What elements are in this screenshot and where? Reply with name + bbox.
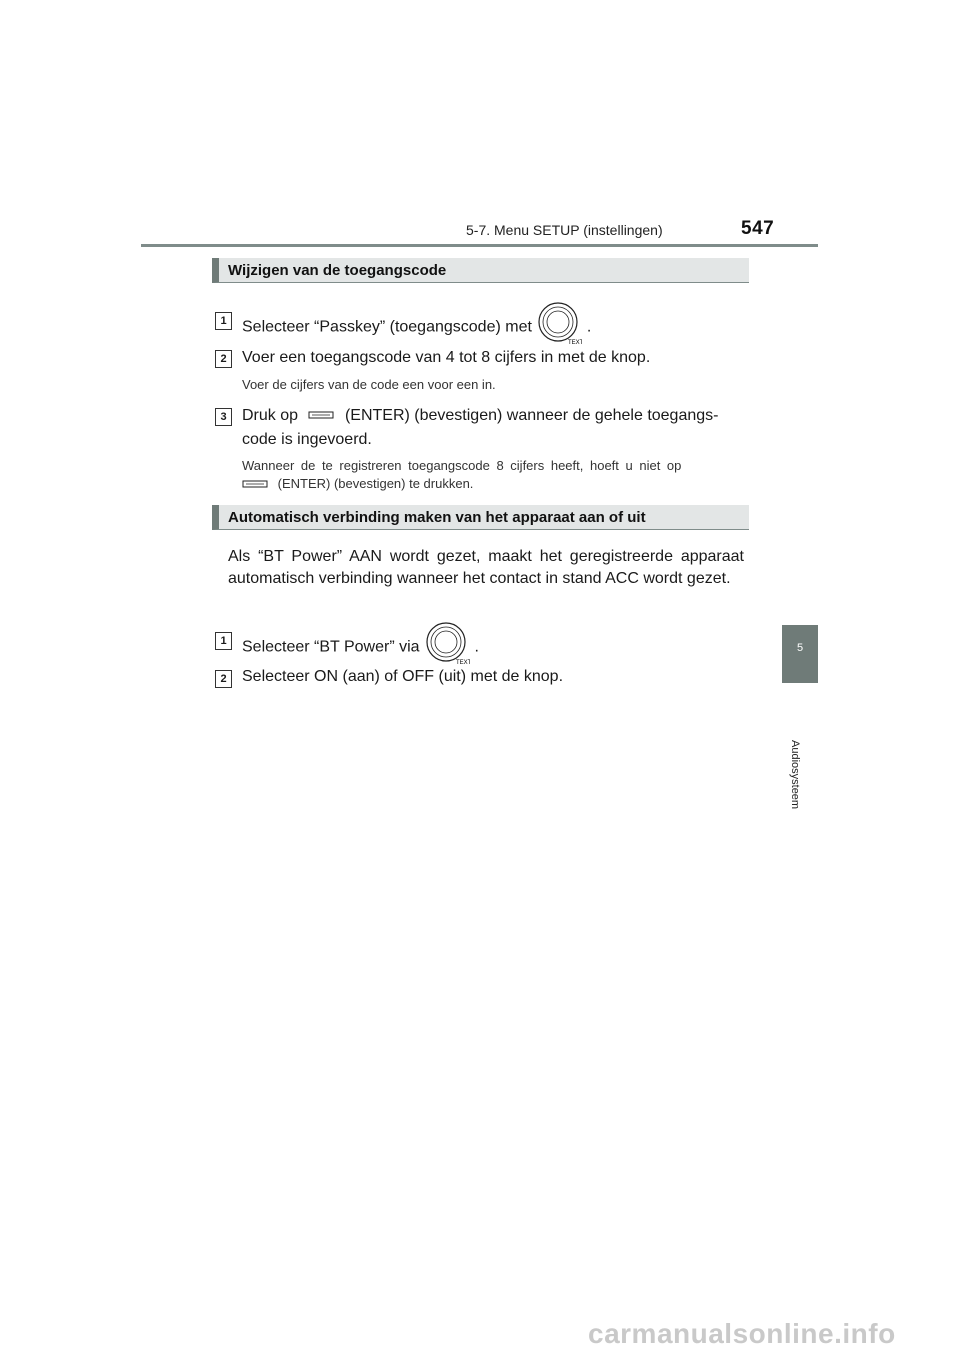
step-number: 1 [215, 632, 232, 650]
section-intro: Als “BT Power” AAN wordt gezet, maakt het geregistreerde apparaat automatisch verbinding wanneer het contact in stand ACC wordt gezet. [228, 548, 744, 587]
enter-button-icon [242, 476, 268, 493]
step-text: Selecteer ON (aan) of OFF (uit) met de knop. [242, 668, 564, 685]
step-text [242, 302, 591, 353]
step-number: 3 [215, 408, 232, 426]
step-text-after: (ENTER) (bevestigen) wanneer de gehele toegangs- [344, 407, 719, 425]
chapter-number: 5 [796, 642, 804, 654]
watermark: carmanualsonline.info [588, 1318, 896, 1349]
step-note: Voer de cijfers van de code een voor een in. [242, 377, 496, 392]
page-number: 547 [741, 218, 775, 239]
svg-text:TEXT: TEXT [456, 660, 470, 666]
chapter-tab [782, 625, 818, 683]
step-text-before: Selecteer “BT Power” via [242, 638, 420, 656]
step-note-line1: Wanneer de te registreren toegangscode 8 cijfers heeft, hoeft u niet op [242, 458, 682, 473]
step-text-line2: code is ingevoerd. [242, 431, 372, 448]
step-text-after: . [474, 638, 479, 656]
knob-icon [536, 302, 582, 353]
chapter-label: Audiosysteem [789, 740, 801, 810]
step-note-line2 [242, 475, 473, 493]
header-section-title: 5-7. Menu SETUP (instellingen) [466, 222, 663, 238]
svg-text:TEXT: TEXT [568, 340, 583, 346]
step-number: 2 [215, 350, 232, 368]
step-number: 1 [215, 312, 232, 330]
step-note-text: (ENTER) (bevestigen) te drukken. [277, 476, 474, 491]
step-number: 2 [215, 670, 232, 688]
step-text: Voer een toegangscode van 4 tot 8 cijfers in met de knop. [242, 349, 651, 366]
section-heading-auto-connect: Automatisch verbinding maken van het apparaat aan of uit [212, 505, 749, 530]
step-text [242, 405, 744, 427]
section-heading-passkey: Wijzigen van de toegangscode [212, 258, 749, 283]
step-text-after: . [586, 318, 592, 336]
header-divider [141, 244, 818, 247]
step-text-before: Druk op [242, 407, 299, 425]
step-text-before: Selecteer “Passkey” (toegangscode) met [242, 318, 532, 336]
enter-button-icon [308, 405, 334, 427]
